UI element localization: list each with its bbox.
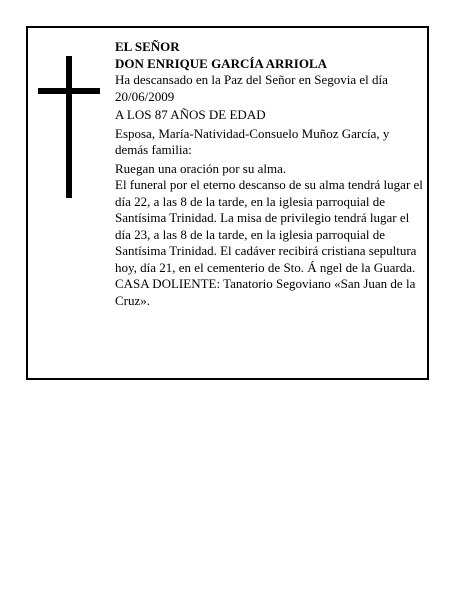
- funeral-details: El funeral por el eterno descanso de su alma tendrá lugar el día 22, a las 8 de la tarde, en la iglesia parroquial de Santísima Trinidad. La misa de privilegio tendrá lugar el día 23, a las 8 de la tarde, en la iglesia parroquial de Santísima Trinidad. El cadáver recibirá cristiana sepultura hoy, día 21, en el cementerio de Sto. Á ngel de la Guarda.: [115, 177, 423, 275]
- cross-horizontal-bar: [38, 88, 100, 94]
- deceased-name: DON ENRIQUE GARCÍA ARRIOLA: [115, 55, 327, 71]
- notice-text: [115, 39, 423, 309]
- cross-vertical-bar: [66, 56, 72, 198]
- obituary-notice: [26, 26, 429, 380]
- prayer-request: Ruegan una oración por su alma.: [115, 160, 287, 176]
- age-at-death: A LOS 87 AÑOS DE EDAD: [115, 107, 266, 122]
- funeral-home: CASA DOLIENTE: Tanatorio Segoviano «San Juan de la Cruz».: [115, 276, 416, 308]
- death-statement: Ha descansado en la Paz del Señor en Segovia el día 20/06/2009: [115, 72, 388, 104]
- title-line-1: EL SEÑOR: [115, 39, 180, 54]
- family-members: Esposa, María-Natividad-Consuelo Muñoz García, y demás familia:: [115, 125, 390, 157]
- cross-icon: [38, 56, 100, 198]
